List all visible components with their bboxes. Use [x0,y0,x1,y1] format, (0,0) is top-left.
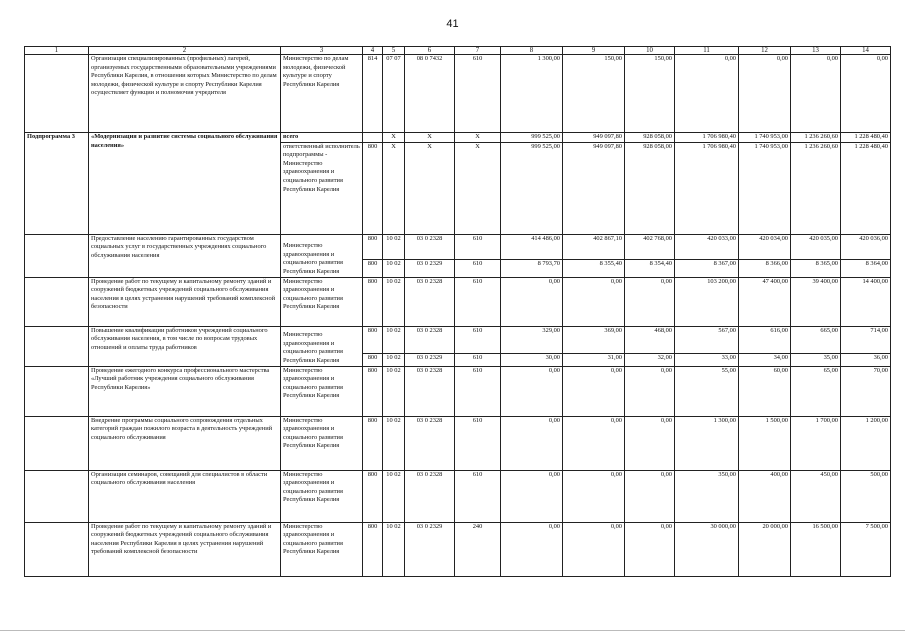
amount-col13-cell: 420 035,00 [791,234,841,259]
amount-col14-cell: 0,00 [841,55,891,133]
column-number: 2 [89,47,281,55]
section-cell: X [383,133,405,143]
amount-col13-cell: 16 500,00 [791,522,841,576]
subprogram-cell: Подпрограмма 3 [25,133,89,235]
amount-col9-cell: 31,00 [563,353,625,366]
column-number: 1 [25,47,89,55]
amount-col10-cell: 0,00 [625,277,675,326]
section-cell: 10 02 [383,234,405,259]
subprogram-cell [25,234,89,277]
grbs-cell: 800 [363,522,383,576]
amount-col10-cell: 468,00 [625,326,675,353]
amount-col13-cell: 35,00 [791,353,841,366]
amount-col11-cell: 8 367,00 [675,259,739,277]
expense-type-cell: 610 [455,366,501,416]
amount-col14-cell: 1 228 480,40 [841,142,891,234]
executor-cell: Министерство здравоохранения и социального развития Республики Карелия [281,326,363,366]
amount-col8-cell: 999 525,00 [501,142,563,234]
amount-col10-cell: 0,00 [625,522,675,576]
amount-col13-cell: 8 365,00 [791,259,841,277]
subprogram-cell [25,277,89,326]
executor-cell: Министерство здравоохранения и социального развития Республики Карелия [281,366,363,416]
amount-col11-cell: 0,00 [675,55,739,133]
amount-col13-cell: 450,00 [791,470,841,522]
measure-name-cell: Организация семинаров, совещаний для специалистов в области социального обслуживания населения [89,470,281,522]
amount-col12-cell: 616,00 [739,326,791,353]
amount-col13-cell: 39 400,00 [791,277,841,326]
executor-cell: Министерство здравоохранения и социального развития Республики Карелия [281,470,363,522]
amount-col14-cell: 1 228 480,40 [841,133,891,143]
amount-col9-cell: 949 097,80 [563,142,625,234]
expense-type-cell: 610 [455,470,501,522]
amount-col14-cell: 500,00 [841,470,891,522]
amount-col11-cell: 30 000,00 [675,522,739,576]
amount-col10-cell: 0,00 [625,470,675,522]
table-row [25,416,891,470]
budget-table [24,46,891,577]
target-article-cell: 03 0 2329 [405,259,455,277]
column-number: 10 [625,47,675,55]
section-cell: 10 02 [383,416,405,470]
grbs-cell [363,133,383,143]
grbs-cell: 800 [363,259,383,277]
amount-col9-cell: 369,00 [563,326,625,353]
amount-col11-cell: 350,00 [675,470,739,522]
amount-col8-cell: 0,00 [501,416,563,470]
amount-col12-cell: 0,00 [739,55,791,133]
amount-col11-cell: 1 706 980,40 [675,133,739,143]
target-article-cell: 03 0 2328 [405,234,455,259]
measure-name-cell: Организация специализированных (профильных) лагерей, организуемых государственными образовательными учреждениями Республики Карелия, в отношении которых Министерство по делам молодежи, физической культуре и спорту Республики Карелия осуществляет функции и полномочия учредителя [89,55,281,133]
section-cell: 10 02 [383,470,405,522]
amount-col8-cell: 1 300,00 [501,55,563,133]
measure-name-cell: Проведение ежегодного конкурса профессионального мастерства «Лучший работник учреждения социального обслуживания Республики Карелия» [89,366,281,416]
amount-col9-cell: 0,00 [563,366,625,416]
amount-col9-cell: 402 867,10 [563,234,625,259]
measure-name-cell: Проведение работ по текущему и капитальному ремонту зданий и сооружений бюджетных учреждений социального обслуживания населения Республики Карелия в целях устранения нарушений требований комплексной безопасности [89,522,281,576]
amount-col13-cell: 665,00 [791,326,841,353]
column-number: 5 [383,47,405,55]
expense-type-cell: 610 [455,55,501,133]
executor-cell: Министерство здравоохранения и социального развития Республики Карелия [281,522,363,576]
amount-col11-cell: 420 033,00 [675,234,739,259]
amount-col14-cell: 70,00 [841,366,891,416]
expense-type-cell: 610 [455,326,501,353]
column-number: 13 [791,47,841,55]
amount-col12-cell: 400,00 [739,470,791,522]
amount-col12-cell: 1 740 953,00 [739,133,791,143]
amount-col11-cell: 1 300,00 [675,416,739,470]
page-bottom-rule [0,630,905,631]
amount-col8-cell: 8 793,70 [501,259,563,277]
section-cell: X [383,142,405,234]
target-article-cell: 03 0 2328 [405,366,455,416]
executor-cell: Министерство здравоохранения и социального развития Республики Карелия [281,416,363,470]
amount-col8-cell: 30,00 [501,353,563,366]
table-row [25,133,891,143]
subprogram-cell [25,522,89,576]
target-article-cell: 08 0 7432 [405,55,455,133]
amount-col11-cell: 33,00 [675,353,739,366]
target-article-cell: X [405,142,455,234]
amount-col13-cell: 1 236 260,60 [791,133,841,143]
column-number: 7 [455,47,501,55]
amount-col14-cell: 714,00 [841,326,891,353]
amount-col11-cell: 103 200,00 [675,277,739,326]
grbs-cell: 800 [363,326,383,353]
amount-col10-cell: 0,00 [625,366,675,416]
amount-col14-cell: 36,00 [841,353,891,366]
column-number: 14 [841,47,891,55]
measure-name-cell: Проведение работ по текущему и капитальному ремонту зданий и сооружений бюджетных учреждений социального обслуживания населения в целях устранения нарушений требований комплексной безопасности [89,277,281,326]
amount-col8-cell: 0,00 [501,277,563,326]
page-number: 41 [446,18,459,30]
column-number: 9 [563,47,625,55]
amount-col9-cell: 0,00 [563,277,625,326]
grbs-cell: 800 [363,234,383,259]
amount-col13-cell: 0,00 [791,55,841,133]
column-number-row [25,47,891,55]
amount-col10-cell: 32,00 [625,353,675,366]
target-article-cell: 03 0 2328 [405,326,455,353]
subprogram-cell [25,470,89,522]
amount-col14-cell: 1 200,00 [841,416,891,470]
grbs-cell: 800 [363,416,383,470]
section-cell: 10 02 [383,326,405,353]
table-row [25,234,891,259]
amount-col8-cell: 0,00 [501,470,563,522]
amount-col11-cell: 1 706 980,40 [675,142,739,234]
table-row [25,470,891,522]
expense-type-cell: X [455,133,501,143]
amount-col14-cell: 420 036,00 [841,234,891,259]
grbs-cell: 800 [363,366,383,416]
amount-col9-cell: 150,00 [563,55,625,133]
amount-col12-cell: 60,00 [739,366,791,416]
column-number: 11 [675,47,739,55]
amount-col10-cell: 928 058,00 [625,142,675,234]
target-article-cell: X [405,133,455,143]
amount-col12-cell: 420 034,00 [739,234,791,259]
amount-col9-cell: 8 355,40 [563,259,625,277]
target-article-cell: 03 0 2329 [405,522,455,576]
executor-cell: Министерство здравоохранения и социального развития Республики Карелия [281,234,363,277]
target-article-cell: 03 0 2328 [405,277,455,326]
amount-col9-cell: 0,00 [563,470,625,522]
section-cell: 10 02 [383,366,405,416]
grbs-cell: 800 [363,142,383,234]
amount-col11-cell: 567,00 [675,326,739,353]
amount-col10-cell: 928 058,00 [625,133,675,143]
amount-col14-cell: 14 400,00 [841,277,891,326]
amount-col12-cell: 20 000,00 [739,522,791,576]
subprogram-cell [25,416,89,470]
subprogram-cell [25,55,89,133]
grbs-cell: 814 [363,55,383,133]
amount-col8-cell: 0,00 [501,366,563,416]
executor-cell: ответственный исполнитель подпрограммы - Министерство здравоохранения и социального развития Республики Карелия [281,142,363,234]
table-row [25,277,891,326]
measure-name-cell: Повышение квалификации работников учреждений социального обслуживания населения, в том числе по вопросам трудовых отношений и оплаты труда работников [89,326,281,366]
amount-col10-cell: 402 768,00 [625,234,675,259]
amount-col12-cell: 1 740 953,00 [739,142,791,234]
table-row [25,326,891,353]
amount-col8-cell: 414 486,00 [501,234,563,259]
expense-type-cell: 610 [455,277,501,326]
target-article-cell: 03 0 2328 [405,416,455,470]
amount-col13-cell: 1 700,00 [791,416,841,470]
amount-col13-cell: 1 236 260,60 [791,142,841,234]
expense-type-cell: 610 [455,416,501,470]
executor-cell: Министерство здравоохранения и социального развития Республики Карелия [281,277,363,326]
column-number: 8 [501,47,563,55]
executor-cell: Министерство по делам молодежи, физической культуре и спорту Республики Карелия [281,55,363,133]
amount-col10-cell: 8 354,40 [625,259,675,277]
amount-col12-cell: 8 366,00 [739,259,791,277]
expense-type-cell: 240 [455,522,501,576]
amount-col9-cell: 949 097,80 [563,133,625,143]
section-cell: 10 02 [383,353,405,366]
subprogram-cell [25,366,89,416]
measure-name-cell: Предоставление населению гарантированных государством социальных услуг в государственных учреждениях социального обслуживания населения [89,234,281,277]
amount-col12-cell: 1 500,00 [739,416,791,470]
column-number: 6 [405,47,455,55]
measure-name-cell: Внедрение программы социального сопровождения отдельных категорий граждан пожилого возраста в деятельность учреждений социального обслуживания [89,416,281,470]
grbs-cell: 800 [363,353,383,366]
amount-col12-cell: 47 400,00 [739,277,791,326]
section-cell: 10 02 [383,277,405,326]
grbs-cell: 800 [363,277,383,326]
table-row [25,366,891,416]
subprogram-cell [25,326,89,366]
table-row [25,522,891,576]
expense-type-cell: X [455,142,501,234]
expense-type-cell: 610 [455,259,501,277]
amount-col8-cell: 999 525,00 [501,133,563,143]
column-number: 4 [363,47,383,55]
column-number: 3 [281,47,363,55]
amount-col13-cell: 65,00 [791,366,841,416]
grbs-cell: 800 [363,470,383,522]
amount-col12-cell: 34,00 [739,353,791,366]
expense-type-cell: 610 [455,234,501,259]
column-number: 12 [739,47,791,55]
amount-col9-cell: 0,00 [563,522,625,576]
expense-type-cell: 610 [455,353,501,366]
amount-col8-cell: 0,00 [501,522,563,576]
amount-col10-cell: 150,00 [625,55,675,133]
section-cell: 07 07 [383,55,405,133]
target-article-cell: 03 0 2328 [405,470,455,522]
amount-col14-cell: 7 500,00 [841,522,891,576]
amount-col14-cell: 8 364,00 [841,259,891,277]
amount-col10-cell: 0,00 [625,416,675,470]
table-row [25,55,891,133]
executor-cell: всего [281,133,363,143]
amount-col8-cell: 329,00 [501,326,563,353]
amount-col11-cell: 55,00 [675,366,739,416]
measure-name-cell: «Модернизация и развитие системы социального обслуживания населения» [89,133,281,235]
amount-col9-cell: 0,00 [563,416,625,470]
section-cell: 10 02 [383,259,405,277]
section-cell: 10 02 [383,522,405,576]
target-article-cell: 03 0 2329 [405,353,455,366]
